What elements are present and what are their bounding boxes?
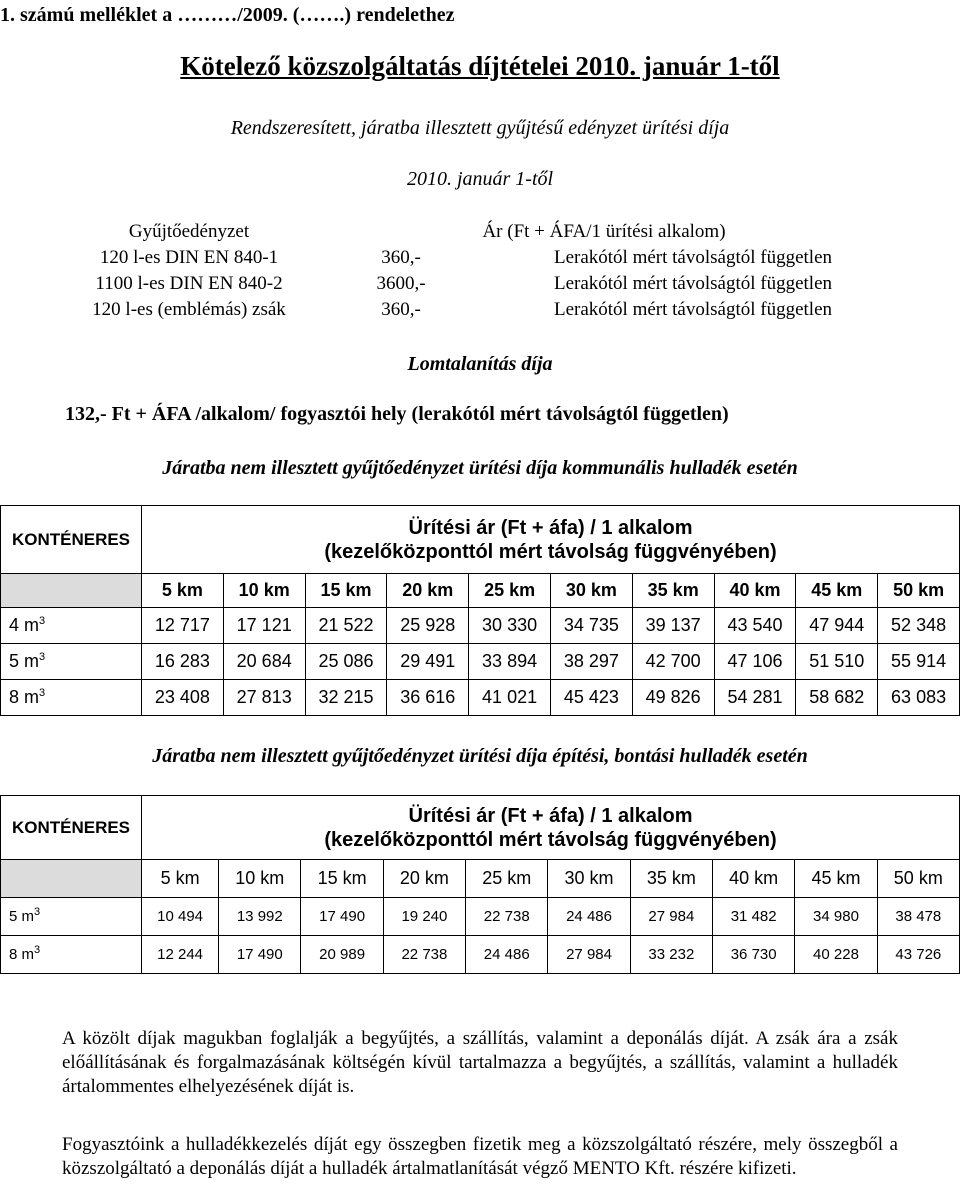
empty-cell [1, 574, 142, 608]
container-price: 360,- [381, 299, 421, 320]
size-exponent: 3 [39, 651, 46, 663]
price-cell: 41 021 [469, 680, 551, 716]
table-row [1, 608, 960, 644]
communal-section-title: Járatba nem illesztett gyűjtőedényzet ürítési díja kommunális hulladék esetén [162, 457, 798, 479]
price-cell: 34 980 [795, 898, 877, 936]
price-cell: 38 297 [550, 644, 632, 680]
price-cell: 20 989 [301, 936, 383, 974]
price-header-line2: (kezelőközponttól mért távolság függvényében) [324, 540, 777, 563]
distance-cell: 20 km [387, 574, 469, 608]
distance-cell: 10 km [219, 860, 301, 898]
price-cell: 27 813 [223, 680, 305, 716]
price-cell: 47 944 [796, 608, 878, 644]
table-row [66, 297, 896, 323]
distance-cell: 20 km [383, 860, 465, 898]
distance-cell: 40 km [714, 574, 796, 608]
size-exponent: 3 [34, 944, 41, 956]
price-cell: 24 486 [466, 936, 548, 974]
distance-cell: 35 km [630, 860, 712, 898]
distance-cell: 50 km [878, 574, 960, 608]
table-row [1, 898, 960, 936]
price-cell: 12 717 [142, 608, 224, 644]
size-text: 4 m [9, 615, 40, 635]
price-cell: 40 228 [795, 936, 877, 974]
price-cell: 43 726 [877, 936, 959, 974]
price-cell: 33 894 [469, 644, 551, 680]
corner-label: KONTÉNERES [1, 506, 142, 574]
distance-cell: 5 km [142, 860, 219, 898]
price-cell: 25 928 [387, 608, 469, 644]
price-cell: 36 730 [713, 936, 795, 974]
price-cell: 22 738 [466, 898, 548, 936]
container-name: 120 l-es DIN EN 840-1 [99, 247, 279, 268]
table-row [1, 936, 960, 974]
size-text: 8 m [9, 687, 40, 707]
construction-container-table [0, 795, 960, 974]
distance-cell: 30 km [550, 574, 632, 608]
price-cell: 23 408 [142, 680, 224, 716]
table-header-row [66, 219, 896, 245]
price-cell: 49 826 [632, 680, 714, 716]
distance-cell: 30 km [548, 860, 630, 898]
container-price: 360,- [381, 247, 421, 268]
price-cell: 30 330 [469, 608, 551, 644]
price-header [142, 506, 960, 574]
price-cell: 39 137 [632, 608, 714, 644]
size-exponent: 3 [34, 906, 41, 918]
container-price: 3600,- [376, 273, 426, 294]
price-cell: 31 482 [713, 898, 795, 936]
bulky-waste-title: Lomtalanítás díja [407, 353, 553, 375]
distance-cell: 45 km [795, 860, 877, 898]
container-size [1, 936, 142, 974]
corner-label: KONTÉNERES [1, 796, 142, 860]
price-cell: 32 215 [305, 680, 387, 716]
price-cell: 16 283 [142, 644, 224, 680]
section-subtitle: Rendszeresített, járatba illesztett gyűjtésű edényzet ürítési díja [230, 117, 730, 139]
container-price-table [66, 219, 896, 323]
price-cell: 54 281 [714, 680, 796, 716]
price-cell: 12 244 [142, 936, 219, 974]
distance-cell: 35 km [632, 574, 714, 608]
price-cell: 58 682 [796, 680, 878, 716]
construction-section-title: Járatba nem illesztett gyűjtőedényzet ürítési díja építési, bontási hulladék esetén [152, 745, 808, 767]
price-cell: 10 494 [142, 898, 219, 936]
table-row [66, 245, 896, 271]
distance-cell: 40 km [713, 860, 795, 898]
price-header-line1: Ürítési ár (Ft + áfa) / 1 alkalom [408, 804, 693, 827]
distance-cell: 50 km [877, 860, 959, 898]
price-cell: 33 232 [630, 936, 712, 974]
price-cell: 42 700 [632, 644, 714, 680]
price-cell: 55 914 [878, 644, 960, 680]
container-size [1, 898, 142, 936]
distance-cell: 25 km [469, 574, 551, 608]
price-cell: 20 684 [223, 644, 305, 680]
size-text: 8 m [9, 946, 35, 963]
price-cell: 36 616 [387, 680, 469, 716]
table-header-row [1, 796, 960, 860]
fees-explanation-paragraph: A közölt díjak magukban foglalják a begyűjtés, a szállítás, valamint a deponálás díját. A zsák ára a zsák előállításának és forgalmazásának költségén kívül tartalmazza a begyűjtés, a szállítás, valamint a hulladék ártalommentes elhelyezésének díját is. [62, 1028, 898, 1097]
communal-container-table [0, 505, 960, 716]
price-cell: 25 086 [305, 644, 387, 680]
payment-paragraph: Fogyasztóink a hulladékkezelés díját egy összegben fizetik meg a közszolgáltató részére, mely összegből a közszolgáltató a deponálás díját a hulladék ártalmatlanítását végző MENTO Kft. részére kifizeti. [62, 1134, 898, 1179]
table-row [1, 680, 960, 716]
annex-header: 1. számú melléklet a ………/2009. (…….) rendelethez [0, 4, 455, 26]
price-cell: 27 984 [548, 936, 630, 974]
price-header-line1: Ürítési ár (Ft + áfa) / 1 alkalom [408, 516, 693, 539]
container-size [1, 608, 142, 644]
price-cell: 24 486 [548, 898, 630, 936]
price-cell: 27 984 [630, 898, 712, 936]
container-name: 120 l-es (emblémás) zsák [92, 299, 286, 320]
price-cell: 21 522 [305, 608, 387, 644]
container-size [1, 680, 142, 716]
price-cell: 52 348 [878, 608, 960, 644]
price-note: Lerakótól mért távolságtól független [553, 273, 833, 294]
table-header-row [1, 506, 960, 574]
bulky-waste-fee: 132,- Ft + ÁFA /alkalom/ fogyasztói hely (lerakótól mért távolságtól független) [65, 403, 729, 425]
price-cell: 43 540 [714, 608, 796, 644]
price-cell: 19 240 [383, 898, 465, 936]
distance-row [1, 860, 960, 898]
price-cell: 34 735 [550, 608, 632, 644]
price-cell: 51 510 [796, 644, 878, 680]
price-cell: 38 478 [877, 898, 959, 936]
price-header [142, 796, 960, 860]
price-cell: 17 490 [219, 936, 301, 974]
distance-cell: 15 km [305, 574, 387, 608]
distance-cell: 15 km [301, 860, 383, 898]
container-size [1, 644, 142, 680]
size-exponent: 3 [39, 615, 46, 627]
distance-cell: 45 km [796, 574, 878, 608]
distance-row [1, 574, 960, 608]
price-cell: 17 121 [223, 608, 305, 644]
price-cell: 29 491 [387, 644, 469, 680]
size-text: 5 m [9, 908, 35, 925]
column-header-price: Ár (Ft + ÁFA/1 ürítési alkalom) [482, 221, 726, 242]
empty-cell [1, 860, 142, 898]
price-note: Lerakótól mért távolságtól független [553, 247, 833, 268]
table-row [66, 271, 896, 297]
effective-date: 2010. január 1-től [406, 168, 554, 190]
distance-cell: 25 km [466, 860, 548, 898]
column-header-container: Gyűjtőedényzet [128, 221, 250, 242]
page-title: Kötelező közszolgáltatás díjtételei 2010. január 1-től [180, 51, 780, 81]
price-cell: 47 106 [714, 644, 796, 680]
price-cell: 13 992 [219, 898, 301, 936]
size-exponent: 3 [39, 687, 46, 699]
container-name: 1100 l-es DIN EN 840-2 [95, 273, 283, 294]
price-cell: 17 490 [301, 898, 383, 936]
table-row [1, 644, 960, 680]
distance-cell: 10 km [223, 574, 305, 608]
size-text: 5 m [9, 651, 40, 671]
price-cell: 63 083 [878, 680, 960, 716]
distance-cell: 5 km [142, 574, 224, 608]
price-cell: 22 738 [383, 936, 465, 974]
price-cell: 45 423 [550, 680, 632, 716]
price-header-line2: (kezelőközponttól mért távolság függvényében) [324, 828, 777, 851]
price-note: Lerakótól mért távolságtól független [553, 299, 833, 320]
